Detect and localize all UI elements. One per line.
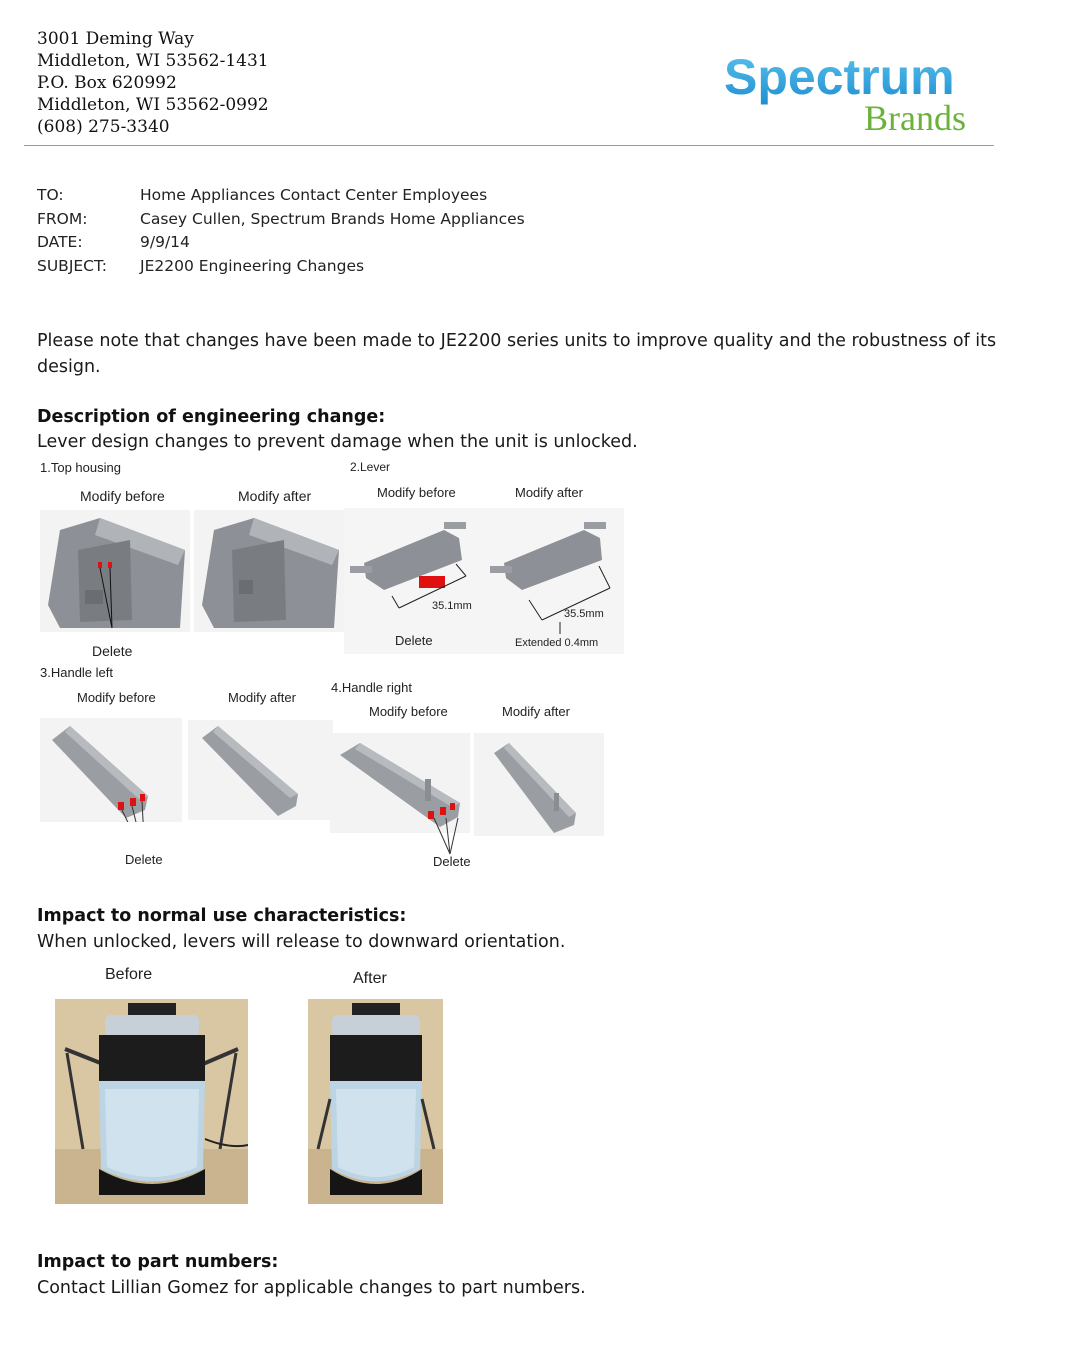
- label-extended: Extended 0.4mm: [515, 637, 599, 649]
- section-heading-part-numbers: Impact to part numbers:: [37, 1252, 279, 1272]
- spectrum-brands-logo: [724, 50, 996, 136]
- memo-date-value: 9/9/14: [140, 233, 190, 251]
- lever-comparison-image: [344, 508, 624, 654]
- section-text-impact-use: When unlocked, levers will release to downward orientation.: [37, 932, 566, 952]
- section-heading-description: Description of engineering change:: [37, 407, 386, 427]
- header-divider: [24, 145, 994, 146]
- engineering-change-figure: [36, 458, 622, 883]
- label-modify-after: Modify after: [515, 485, 583, 500]
- label-modify-before: Modify before: [377, 485, 456, 500]
- label-after: After: [353, 970, 387, 987]
- logo-word-brands: Brands: [864, 98, 966, 136]
- address-line: P.O. Box 620992: [37, 73, 177, 93]
- memo-date-label: DATE:: [37, 233, 83, 251]
- sender-address: [37, 28, 269, 138]
- label-modify-after: Modify after: [238, 488, 312, 504]
- address-line: Middleton, WI 53562-0992: [37, 95, 269, 115]
- figure-title-top-housing: 1.Top housing: [40, 460, 121, 475]
- memo-to-row: [37, 184, 525, 208]
- memo-from-row: [37, 208, 525, 232]
- top-housing-before-image: [40, 510, 190, 632]
- unit-before-photo: [55, 999, 248, 1204]
- label-modify-after: Modify after: [228, 690, 296, 705]
- section-text-part-numbers: Contact Lillian Gomez for applicable changes to part numbers.: [37, 1278, 586, 1298]
- unit-after-photo: [308, 999, 443, 1204]
- intro-paragraph: Please note that changes have been made to JE2200 series units to improve quality and the robustness of its design.: [37, 331, 997, 377]
- address-line: Middleton, WI 53562-1431: [37, 51, 269, 71]
- memo-subject-value: JE2200 Engineering Changes: [140, 256, 365, 275]
- label-dimension-after: 35.5mm: [564, 608, 604, 620]
- figure-title-handle-left: 3.Handle left: [40, 665, 113, 680]
- label-modify-before: Modify before: [80, 488, 165, 504]
- label-modify-before: Modify before: [77, 690, 156, 705]
- handle-left-before-image: [40, 718, 182, 822]
- memo-to-value: Home Appliances Contact Center Employees: [140, 186, 488, 204]
- handle-left-after-image: [188, 720, 333, 820]
- label-dimension-before: 35.1mm: [432, 600, 472, 612]
- section-text-description: Lever design changes to prevent damage when the unit is unlocked.: [37, 432, 638, 452]
- figure-title-lever: 2.Lever: [350, 460, 391, 474]
- label-delete: Delete: [92, 643, 133, 659]
- memo-subject-row: [37, 255, 525, 279]
- label-before: Before: [105, 966, 153, 983]
- memo-date-row: [37, 231, 525, 255]
- section-heading-impact-use: Impact to normal use characteristics:: [37, 906, 407, 926]
- memo-subject-label: SUBJECT:: [37, 256, 107, 275]
- address-line: 3001 Deming Way: [37, 29, 194, 49]
- handle-right-delete-pointer-lines: [430, 818, 470, 858]
- memo-to-label: TO:: [37, 186, 64, 204]
- figure-title-handle-right: 4.Handle right: [331, 680, 412, 695]
- memo-from-label: FROM:: [37, 209, 88, 228]
- top-housing-after-image: [194, 510, 344, 632]
- label-modify-before: Modify before: [369, 704, 448, 719]
- logo-word-spectrum: Spectrum: [724, 50, 955, 105]
- label-delete: Delete: [395, 633, 433, 648]
- handle-right-after-image: [474, 733, 604, 836]
- label-delete: Delete: [433, 854, 471, 869]
- memo-header: [37, 184, 525, 278]
- address-line: (608) 275-3340: [37, 117, 170, 137]
- label-delete: Delete: [125, 852, 163, 867]
- label-modify-after: Modify after: [502, 704, 570, 719]
- memo-from-value: Casey Cullen, Spectrum Brands Home Appliances: [140, 209, 525, 228]
